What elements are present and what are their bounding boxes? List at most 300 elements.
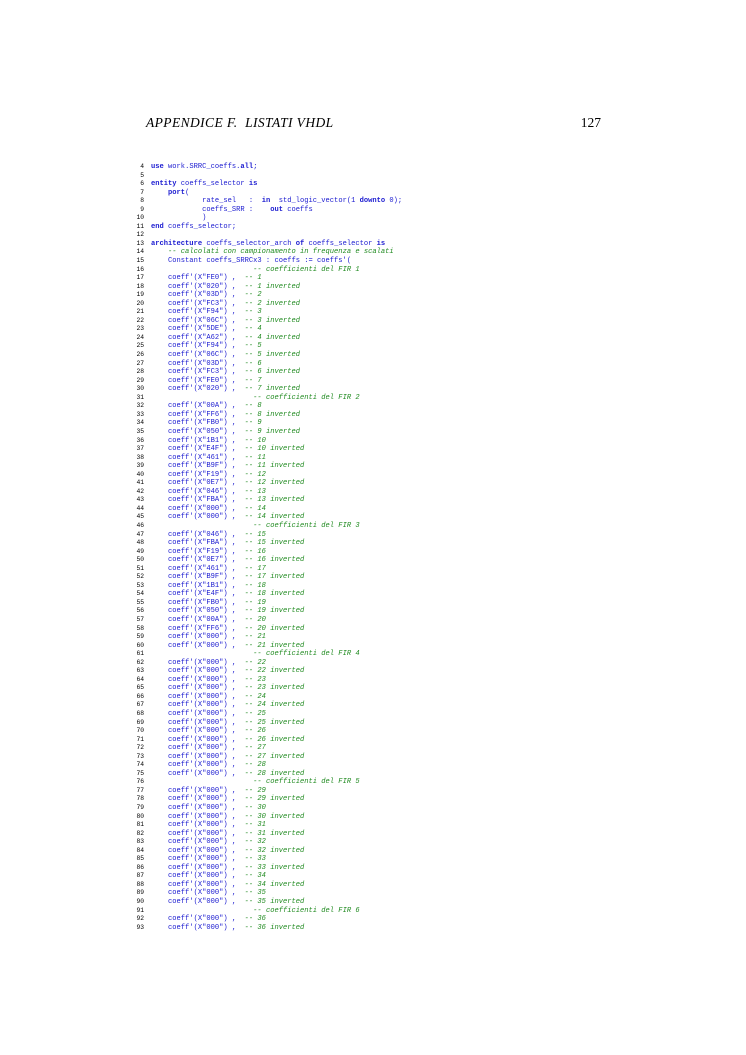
code-line <box>128 847 648 856</box>
code-text <box>151 753 304 762</box>
code-line <box>128 864 648 873</box>
code-line <box>128 163 648 172</box>
code-comment: -- 17 <box>244 564 266 573</box>
code-line <box>128 308 648 317</box>
line-number: 39 <box>136 462 144 470</box>
code-line <box>128 889 648 898</box>
line-number: 47 <box>136 530 144 538</box>
code-comment: -- 2 inverted <box>244 299 300 308</box>
code-comment: -- 19 <box>244 598 266 607</box>
code-comment: -- 3 inverted <box>244 316 300 325</box>
code-text <box>151 522 360 531</box>
code-token: Constant coeffs_SRRCx3 : coeffs := coeffs'( <box>151 257 352 266</box>
code-token: work.SRRC_coeffs. <box>163 163 241 171</box>
code-comment: -- 25 inverted <box>244 718 305 727</box>
code-token: coeff'(X"000") , <box>151 675 245 684</box>
code-token: coeff'(X"000") , <box>151 769 245 778</box>
code-comment: -- 18 inverted <box>244 590 305 599</box>
code-line <box>128 761 648 770</box>
code-text <box>151 300 300 309</box>
code-line <box>128 300 648 309</box>
code-line <box>128 787 648 796</box>
line-number: 71 <box>136 735 144 743</box>
code-token: coeff'(X"FBA") , <box>151 496 245 505</box>
code-line <box>128 830 648 839</box>
code-comment: -- 31 inverted <box>244 829 305 838</box>
code-line <box>128 907 648 916</box>
code-text <box>151 428 300 437</box>
code-token: coeff'(X"A62") , <box>151 333 245 342</box>
code-token: coeff'(X"000") , <box>151 838 245 847</box>
code-comment: -- coefficienti del FIR 6 <box>253 906 360 915</box>
line-number: 31 <box>136 393 144 401</box>
code-text <box>151 659 266 668</box>
code-line <box>128 437 648 446</box>
code-token: coeff'(X"000") , <box>151 701 245 710</box>
line-number: 92 <box>136 915 144 923</box>
code-comment: -- 16 <box>244 547 266 556</box>
line-number: 62 <box>136 658 144 666</box>
code-text <box>151 334 300 343</box>
code-text <box>151 898 304 907</box>
code-text <box>151 317 300 326</box>
code-line <box>128 573 648 582</box>
code-line <box>128 855 648 864</box>
code-token: coeff'(X"000") , <box>151 880 245 889</box>
line-number: 43 <box>136 496 144 504</box>
code-token: coeff'(X"B9F") , <box>151 462 245 471</box>
code-token: coeff'(X"000") , <box>151 513 245 522</box>
code-token: coeff'(X"050") , <box>151 427 245 436</box>
code-token: ) <box>151 214 207 223</box>
line-number: 75 <box>136 769 144 777</box>
code-text <box>151 539 304 548</box>
line-number: 25 <box>136 342 144 350</box>
code-comment: -- 28 <box>244 761 266 770</box>
line-number: 53 <box>136 581 144 589</box>
code-token <box>151 189 168 197</box>
code-comment: -- 8 <box>244 402 262 411</box>
code-line <box>128 342 648 351</box>
code-text <box>151 531 266 540</box>
code-token: coeff'(X"F94") , <box>151 342 245 351</box>
line-number: 10 <box>136 214 144 222</box>
line-number: 74 <box>136 761 144 769</box>
code-line <box>128 924 648 933</box>
code-token: coeff'(X"000") , <box>151 915 245 924</box>
code-line <box>128 231 648 240</box>
code-token: coeff'(X"000") , <box>151 752 245 761</box>
code-comment: -- 7 inverted <box>244 385 300 394</box>
line-number: 69 <box>136 718 144 726</box>
code-line <box>128 505 648 514</box>
code-token: coeff'(X"F19") , <box>151 547 245 556</box>
code-text <box>151 813 304 822</box>
code-text <box>151 676 266 685</box>
code-text <box>151 445 304 454</box>
code-line <box>128 496 648 505</box>
code-token: coeff'(X"00A") , <box>151 402 245 411</box>
line-number: 36 <box>136 436 144 444</box>
line-number: 32 <box>136 402 144 410</box>
code-token: coeff'(X"FE0") , <box>151 274 245 283</box>
code-line <box>128 394 648 403</box>
code-line <box>128 736 648 745</box>
code-comment: -- 23 <box>244 675 266 684</box>
code-listing <box>128 163 648 932</box>
code-line <box>128 642 648 651</box>
code-text <box>151 402 262 411</box>
code-token: coeff'(X"000") , <box>151 795 245 804</box>
code-comment: -- coefficienti del FIR 2 <box>253 393 360 402</box>
code-token: ; <box>253 163 258 171</box>
code-comment: -- 9 <box>244 419 262 428</box>
code-token: coeff'(X"050") , <box>151 607 245 616</box>
code-text <box>151 787 266 796</box>
line-number: 86 <box>136 863 144 871</box>
code-token: coeff'(X"000") , <box>151 872 245 881</box>
code-line <box>128 582 648 591</box>
code-comment: -- 7 <box>244 376 262 385</box>
code-line <box>128 266 648 275</box>
running-head-title: APPENDICE F. LISTATI VHDL <box>146 115 334 130</box>
code-token: coeff'(X"FB0") , <box>151 598 245 607</box>
line-number: 29 <box>136 376 144 384</box>
code-text <box>151 915 266 924</box>
code-text <box>151 556 304 565</box>
code-line <box>128 240 648 249</box>
code-token: coeff'(X"000") , <box>151 829 245 838</box>
code-line <box>128 676 648 685</box>
code-token: coeffs_selector_arch <box>202 239 296 248</box>
code-line <box>128 556 648 565</box>
code-token <box>151 266 253 274</box>
line-number: 49 <box>136 547 144 555</box>
line-number: 66 <box>136 692 144 700</box>
code-text <box>151 291 262 300</box>
code-token: coeff'(X"000") , <box>151 710 245 718</box>
code-token: coeff'(X"046") , <box>151 530 245 539</box>
code-comment: -- 25 <box>244 710 266 718</box>
code-token: coeff'(X"06C") , <box>151 316 245 325</box>
code-comment: -- 36 inverted <box>244 923 305 932</box>
code-text <box>151 625 304 634</box>
line-number: 35 <box>136 427 144 435</box>
code-comment: -- 33 inverted <box>244 863 305 872</box>
code-token: ( <box>185 188 190 197</box>
code-comment: -- 13 inverted <box>244 496 305 505</box>
code-text <box>151 419 262 428</box>
line-number: 78 <box>136 795 144 803</box>
line-number: 34 <box>136 419 144 427</box>
code-line <box>128 462 648 471</box>
code-token: coeff'(X"000") , <box>151 684 245 693</box>
code-comment: -- 21 inverted <box>244 641 305 650</box>
code-text <box>151 590 304 599</box>
code-text <box>151 462 304 471</box>
code-token: coeff'(X"000") , <box>151 804 245 813</box>
code-line <box>128 419 648 428</box>
code-comment: -- 19 inverted <box>244 607 305 616</box>
code-line <box>128 607 648 616</box>
code-comment: -- 20 inverted <box>244 624 305 633</box>
code-token: coeff'(X"0E7") , <box>151 556 245 565</box>
code-token: coeff'(X"F19") , <box>151 470 245 479</box>
line-number: 83 <box>136 838 144 846</box>
code-comment: -- coefficienti del FIR 4 <box>253 650 360 659</box>
line-number: 17 <box>136 274 144 282</box>
line-number: 57 <box>136 615 144 623</box>
code-line <box>128 334 648 343</box>
code-text <box>151 257 351 266</box>
code-keyword: in <box>261 197 271 206</box>
code-line <box>128 522 648 531</box>
line-number: 79 <box>136 804 144 812</box>
code-text <box>151 744 266 753</box>
code-comment: -- 15 inverted <box>244 539 305 548</box>
code-token: coeff'(X"000") , <box>151 504 245 513</box>
code-text <box>151 633 266 642</box>
code-text <box>151 266 360 275</box>
line-number: 5 <box>140 171 144 179</box>
code-line <box>128 813 648 822</box>
code-token: coeff'(X"000") , <box>151 667 245 676</box>
code-line <box>128 898 648 907</box>
code-comment: -- 28 inverted <box>244 769 305 778</box>
code-token: coeff'(X"000") , <box>151 735 245 744</box>
code-keyword: use <box>151 163 164 171</box>
line-number: 70 <box>136 727 144 735</box>
code-comment: -- 12 <box>244 470 266 479</box>
code-comment: -- 3 <box>244 308 262 317</box>
line-number: 42 <box>136 487 144 495</box>
code-line <box>128 633 648 642</box>
code-keyword: downto <box>359 197 386 206</box>
line-number: 44 <box>136 504 144 512</box>
code-text <box>151 607 304 616</box>
code-text <box>151 274 262 283</box>
line-number: 73 <box>136 752 144 760</box>
code-keyword: is <box>376 239 386 248</box>
code-keyword: end <box>151 222 164 231</box>
line-number: 85 <box>136 855 144 863</box>
code-line <box>128 351 648 360</box>
line-number: 58 <box>136 624 144 632</box>
line-number: 46 <box>136 521 144 529</box>
code-token: coeff'(X"FE0") , <box>151 376 245 385</box>
code-line <box>128 471 648 480</box>
code-comment: -- 14 <box>244 504 266 513</box>
code-text <box>151 368 300 377</box>
code-keyword: architecture <box>151 239 203 248</box>
line-number: 65 <box>136 684 144 692</box>
line-number: 51 <box>136 564 144 572</box>
code-comment: -- 12 inverted <box>244 479 305 488</box>
code-token <box>151 907 253 915</box>
code-token: coeff'(X"FC3") , <box>151 368 245 377</box>
code-line <box>128 667 648 676</box>
code-text <box>151 505 266 514</box>
code-line <box>128 590 648 599</box>
code-comment: -- 21 <box>244 633 266 642</box>
code-line <box>128 402 648 411</box>
code-comment: -- 26 <box>244 727 266 736</box>
code-comment: -- 35 inverted <box>244 898 305 907</box>
code-token: coeff'(X"000") , <box>151 812 245 821</box>
line-number: 64 <box>136 675 144 683</box>
line-number: 93 <box>136 923 144 931</box>
code-token: coeff'(X"1B1") , <box>151 581 245 590</box>
line-number: 50 <box>136 556 144 564</box>
code-text <box>151 719 304 728</box>
code-token <box>151 778 253 786</box>
code-text <box>151 548 266 557</box>
code-comment: -- 23 inverted <box>244 684 305 693</box>
line-number: 45 <box>136 513 144 521</box>
code-text <box>151 479 304 488</box>
code-text <box>151 394 360 403</box>
line-number: 22 <box>136 316 144 324</box>
code-text <box>151 454 266 463</box>
line-number: 91 <box>136 906 144 914</box>
code-token: coeff'(X"F94") , <box>151 308 245 317</box>
code-token: coeff'(X"000") , <box>151 744 245 753</box>
code-line <box>128 753 648 762</box>
code-text <box>151 650 360 659</box>
line-number: 61 <box>136 650 144 658</box>
code-comment: -- 33 <box>244 855 266 864</box>
code-comment: -- 20 <box>244 615 266 624</box>
code-line <box>128 599 648 608</box>
code-token: coeff'(X"000") , <box>151 889 245 898</box>
code-token: coeff'(X"020") , <box>151 385 245 394</box>
code-token: coeff'(X"461") , <box>151 453 245 462</box>
code-text <box>151 496 304 505</box>
code-comment: -- 6 inverted <box>244 368 300 377</box>
code-line <box>128 368 648 377</box>
code-comment: -- 6 <box>244 359 262 368</box>
code-comment: -- 32 inverted <box>244 846 305 855</box>
code-comment: -- 29 inverted <box>244 795 305 804</box>
code-line <box>128 838 648 847</box>
code-line <box>128 197 648 206</box>
code-comment: -- 26 inverted <box>244 735 305 744</box>
code-text <box>151 778 360 787</box>
code-line <box>128 872 648 881</box>
code-line <box>128 513 648 522</box>
code-comment: -- 14 inverted <box>244 513 305 522</box>
code-token: coeffs <box>282 205 313 214</box>
code-text <box>151 223 236 232</box>
code-text <box>151 684 304 693</box>
line-number: 20 <box>136 299 144 307</box>
code-text <box>151 214 206 223</box>
code-text <box>151 770 304 779</box>
code-comment: -- 5 inverted <box>244 351 300 360</box>
code-line <box>128 257 648 266</box>
code-line <box>128 531 648 540</box>
code-text <box>151 180 257 189</box>
code-comment: -- calcolati con campionamento in frequenza e scalati <box>168 248 394 257</box>
line-number: 82 <box>136 829 144 837</box>
line-number: 13 <box>136 239 144 247</box>
code-text <box>151 924 304 933</box>
code-line <box>128 727 648 736</box>
code-comment: -- 4 inverted <box>244 333 300 342</box>
code-comment: -- 10 inverted <box>244 445 305 454</box>
code-token: coeff'(X"000") , <box>151 692 245 701</box>
code-text <box>151 488 266 497</box>
code-line <box>128 206 648 215</box>
line-number: 60 <box>136 641 144 649</box>
code-text <box>151 881 304 890</box>
code-text <box>151 804 266 813</box>
code-token <box>151 394 253 402</box>
line-number: 37 <box>136 445 144 453</box>
code-token: coeff'(X"E4F") , <box>151 445 245 454</box>
code-line <box>128 881 648 890</box>
code-text <box>151 437 266 446</box>
line-number: 11 <box>136 222 144 230</box>
code-comment: -- coefficienti del FIR 3 <box>253 521 360 530</box>
code-line <box>128 377 648 386</box>
code-text <box>151 821 266 830</box>
line-number: 89 <box>136 889 144 897</box>
code-token <box>151 650 253 658</box>
code-line <box>128 291 648 300</box>
code-comment: -- 11 inverted <box>244 462 305 471</box>
code-comment: -- 30 <box>244 804 266 813</box>
code-line <box>128 479 648 488</box>
code-line <box>128 454 648 463</box>
line-number: 18 <box>136 282 144 290</box>
code-line <box>128 428 648 437</box>
code-line <box>128 684 648 693</box>
code-text <box>151 599 266 608</box>
code-line <box>128 411 648 420</box>
code-keyword: entity <box>151 180 177 189</box>
code-comment: -- 34 inverted <box>244 880 305 889</box>
code-text <box>151 163 257 172</box>
line-number: 41 <box>136 479 144 487</box>
code-text <box>151 701 304 710</box>
code-token: coeff'(X"000") , <box>151 898 245 907</box>
code-comment: -- 2 <box>244 291 262 300</box>
code-comment: -- 27 inverted <box>244 752 305 761</box>
code-comment: -- 22 <box>244 658 266 667</box>
code-text <box>151 693 266 702</box>
code-token: coeff'(X"000") , <box>151 846 245 855</box>
code-token: coeff'(X"FF6") , <box>151 624 245 633</box>
code-text <box>151 240 385 249</box>
code-token: coeff'(X"1B1") , <box>151 436 245 445</box>
code-line <box>128 488 648 497</box>
code-keyword: all <box>240 163 254 171</box>
code-comment: -- 8 inverted <box>244 410 300 419</box>
code-text <box>151 736 304 745</box>
code-line <box>128 804 648 813</box>
code-line <box>128 180 648 189</box>
code-text <box>151 248 394 257</box>
line-number: 27 <box>136 359 144 367</box>
code-comment: -- 36 <box>244 915 266 924</box>
line-number: 52 <box>136 573 144 581</box>
code-text <box>151 573 304 582</box>
code-comment: -- 32 <box>244 838 266 847</box>
code-token <box>151 522 253 530</box>
code-line <box>128 223 648 232</box>
code-line <box>128 795 648 804</box>
